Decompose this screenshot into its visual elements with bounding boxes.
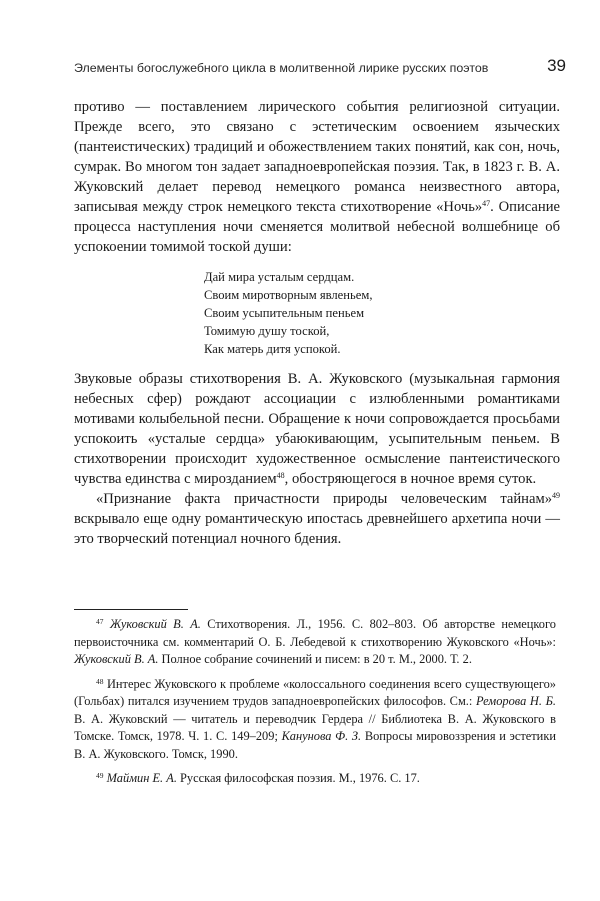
poem-quote (204, 268, 560, 358)
main-text (74, 97, 560, 549)
page-header (74, 56, 566, 80)
footnote-49: $^{49}$ Маймин Е. А. Русская философская поэзия. М., 1976. С. 17. (96, 771, 420, 785)
footnote-separator (74, 609, 188, 610)
footnote-ref-49[interactable]: 49 (552, 491, 560, 500)
poem-line: Своим усыпительным пеньем (204, 306, 365, 320)
paragraph-1: противо — поставлением лирического события религиозной ситуации. Прежде всего, это связано с эстетическим освоением языческих (пантеистических) традиций и обожествлением таких понятий, как сон, ночь, сумрак. Во многом тон задает западноевропейская поэзия. Так, в 1823 г. В. А. Жуковский делает перевод немецкого романса неизвестного автора, записывая между строк немецкого текста стихотворение «Ночь»$^{47}$. Описание процесса наступления ночи сменяется молитвой небесной волшебнице об успокоении томимой тоской души: (74, 99, 560, 255)
poem-line: Как матерь дитя успокой. (204, 342, 341, 356)
footnote-ref-47[interactable]: 47 (482, 199, 491, 208)
paragraph-3: «Признание факта причастности природы человеческим тайнам»$^{49}$ вскрывало еще одну романтическую ипостась древнейшего архетипа ночи — это творческий потенциал ночного бдения. (74, 491, 560, 547)
poem-line: Дай мира усталым сердцам. (204, 270, 355, 284)
footnote-47: $^{47}$ Жуковский В. А. Стихотворения. Л., 1956. С. 802–803. Об авторстве немецкого первоисточника см. комментарий О. Б. Лебедевой к стихотворению Жуковского «Ночь»: Жуковский В. А. Полное собрание сочинений и писем: в 20 т. М., 2000. Т. 2. (74, 617, 556, 666)
running-title: Элементы богослужебного цикла в молитвенной лирике русских поэтов (74, 61, 489, 75)
paragraph-2: Звуковые образы стихотворения В. А. Жуковского (музыкальная гармония небесных сфер) рождают ассоциации с излюбленными романтиками мотивами колыбельной песни. Обращение к ночи сопровождается просьбами успокоить «усталые сердца» убаюкивающим, усыпительным пеньем. В стихотворении происходит художественное осмысление пантеистического чувства единства с мирозданием$^{48}$, обостряющегося в ночное время суток. (74, 371, 560, 487)
poem-line: Томимую душу тоской, (204, 324, 330, 338)
footnote-ref-48[interactable]: 48 (276, 471, 285, 480)
poem-line: Своим миротворным явленьем, (204, 288, 373, 302)
footnote-48: $^{48}$ Интерес Жуковского к проблеме «колоссального соединения всего существующего» (Гольбах) питался изучением трудов западноевропейских философов. См.: Реморова Н. Б. В. А. Жуковский — читатель и переводчик Гердера // Библиотека В. А. Жуковского в Томске. Томск, 1978. Ч. 1. С. 149–209; Канунова Ф. З. Вопросы мировоззрения и эстетики В. А. Жуковского. Томск, 1990. (74, 676, 556, 761)
footnotes (74, 616, 556, 795)
page-number: 39 (547, 56, 566, 75)
